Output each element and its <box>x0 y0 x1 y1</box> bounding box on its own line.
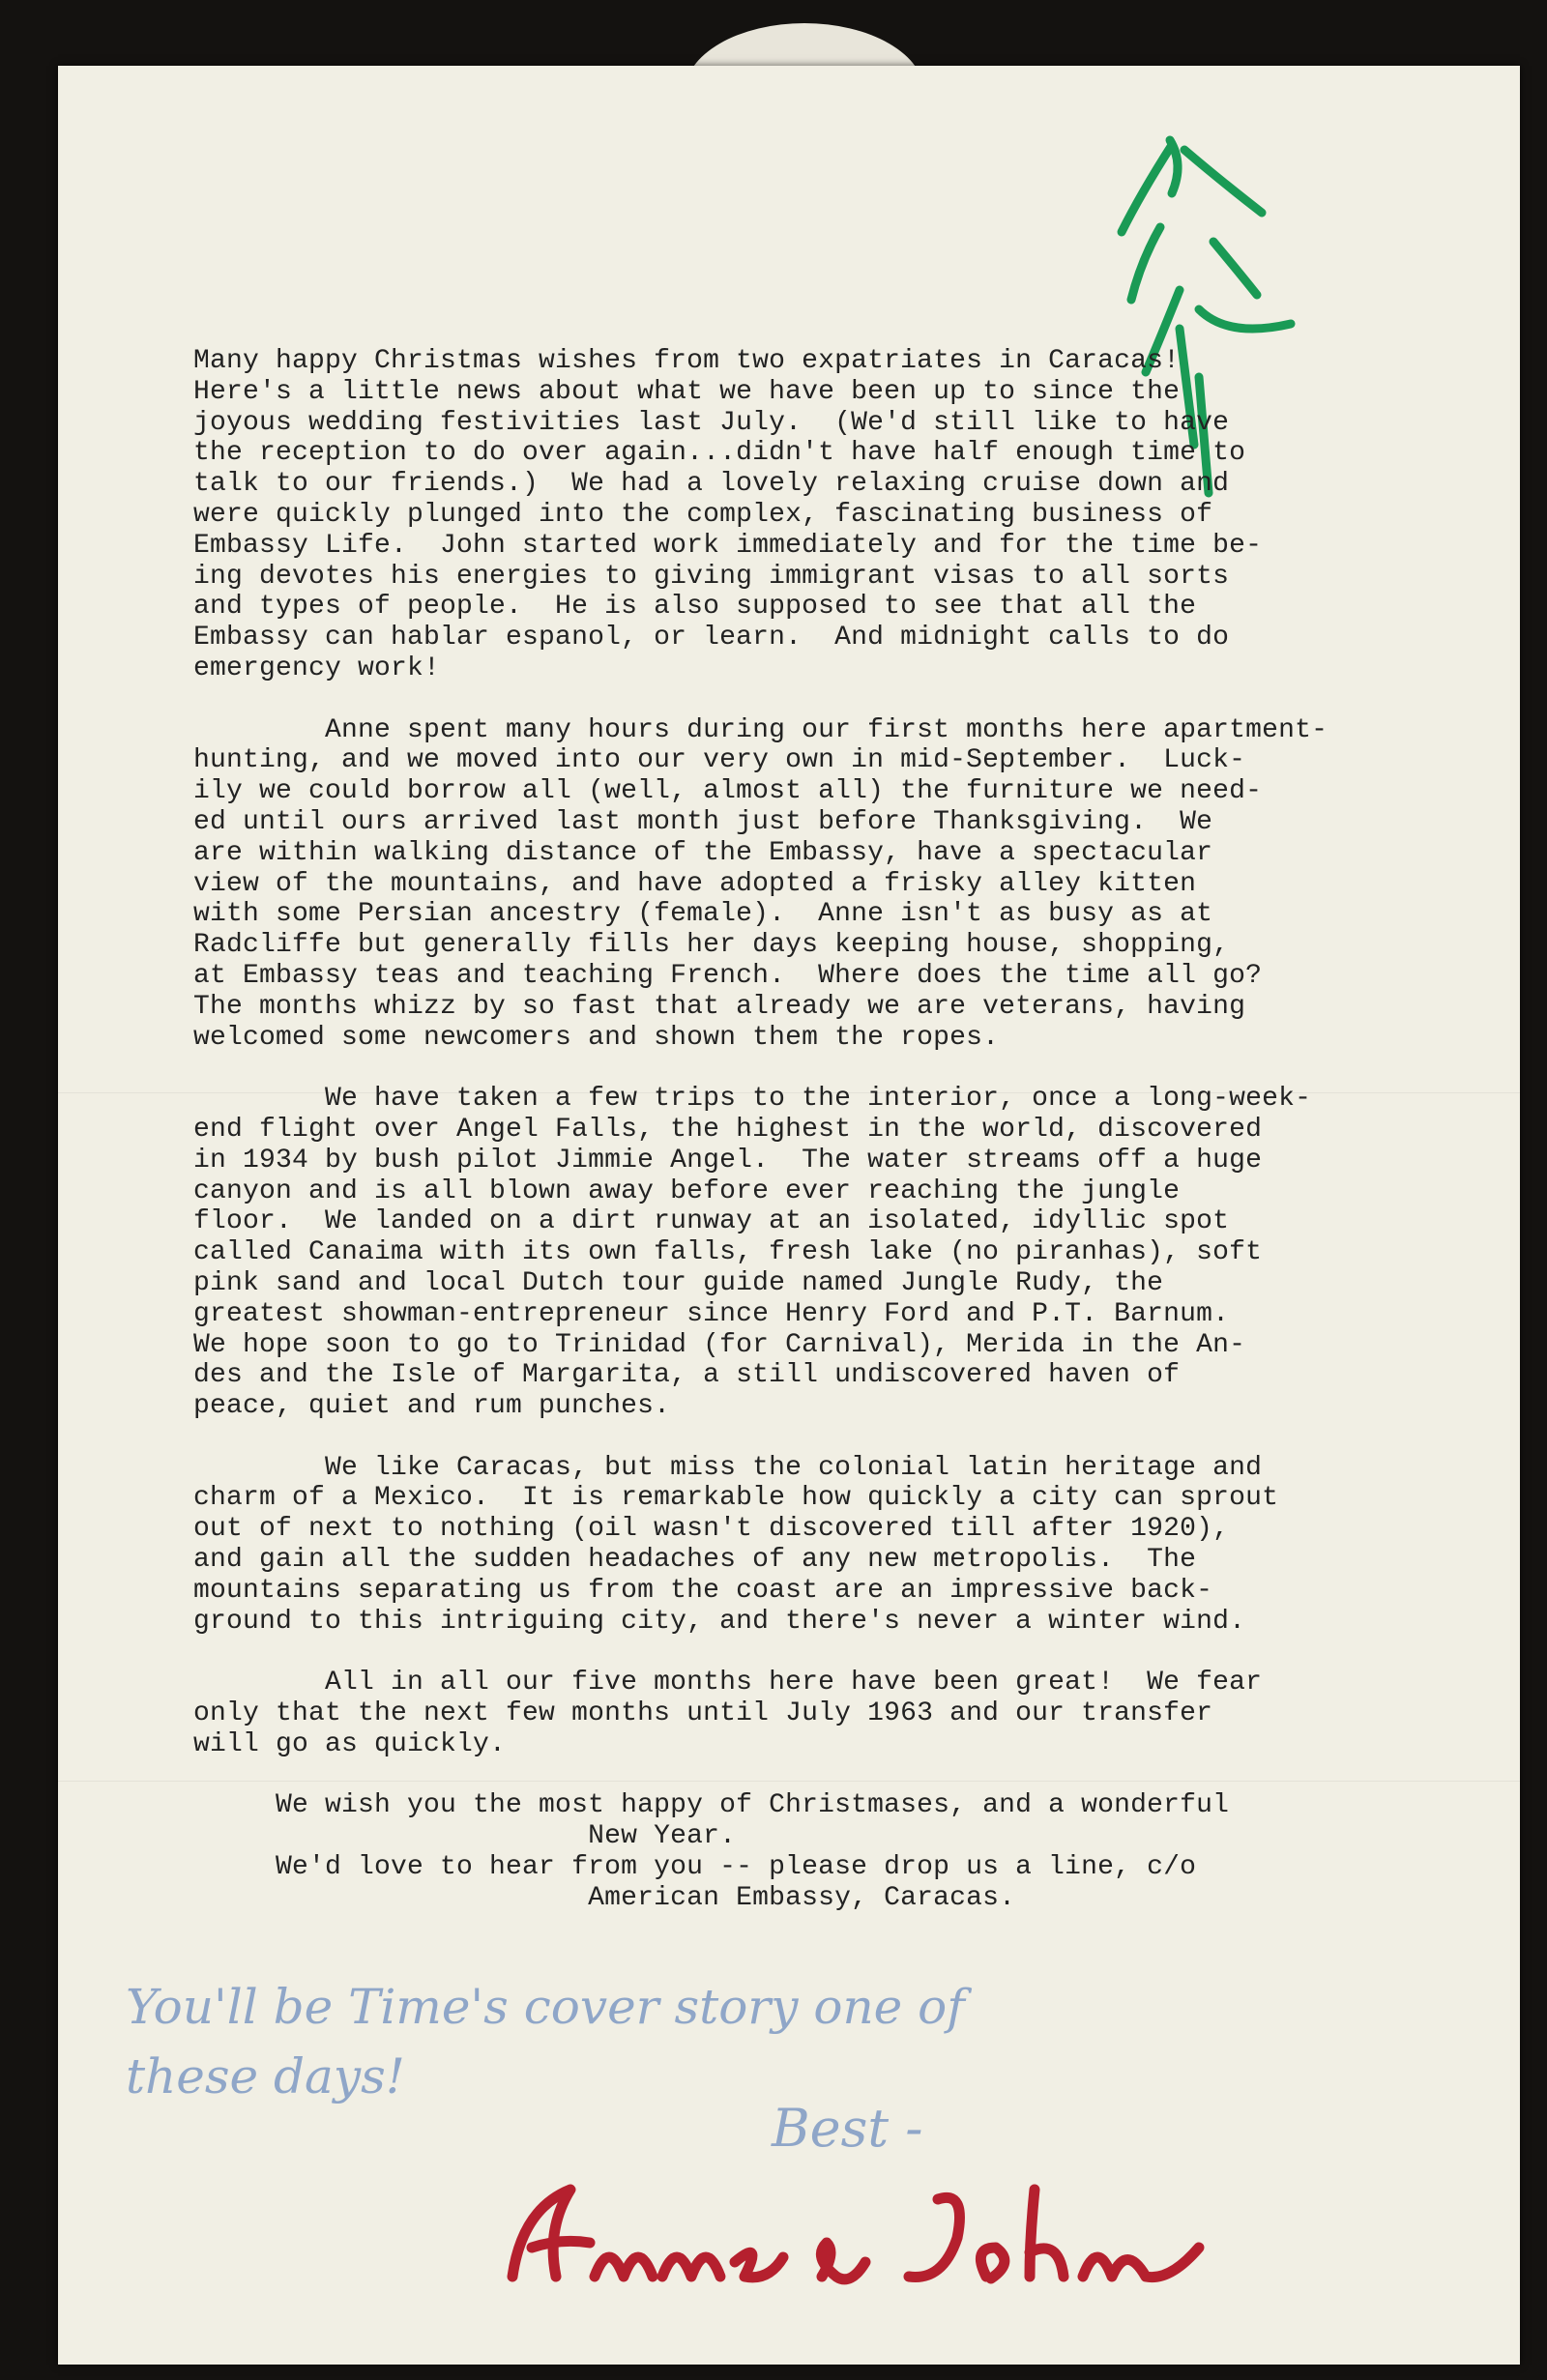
letter-line: We wish you the most happy of Christmases, and a wonderful <box>193 1790 1230 1821</box>
letter-line: greatest showman-entrepreneur since Henry Ford and P.T. Barnum. <box>193 1298 1230 1329</box>
paragraph-gap <box>193 1760 1412 1791</box>
letter-line: joyous wedding festivities last July. (We'd still like to have <box>193 407 1230 438</box>
letter-line: ed until ours arrived last month just before Thanksgiving. We <box>193 806 1213 837</box>
letter-line: were quickly plunged into the complex, fascinating business of <box>193 499 1213 530</box>
signature-stroke <box>512 2190 590 2277</box>
paragraph-gap <box>193 684 1412 715</box>
tree-stroke <box>1122 145 1172 232</box>
signature-stroke <box>662 2257 720 2277</box>
letter-line: Many happy Christmas wishes from two expatriates in Caracas! <box>193 346 1181 376</box>
letter-line: ing devotes his energies to giving immigrant visas to all sorts <box>193 561 1230 592</box>
letter-line: the reception to do over again...didn't have half enough time to <box>193 438 1246 469</box>
typed-letter-body <box>193 346 1412 1914</box>
paragraph-gap <box>193 1053 1412 1084</box>
letter-line: ily we could borrow all (well, almost all) the furniture we need- <box>193 776 1263 807</box>
letter-line: talk to our friends.) We had a lovely relaxing cruise down and <box>193 469 1230 500</box>
signature-stroke <box>595 2257 653 2277</box>
signature-stroke <box>909 2197 960 2277</box>
letter-line: peace, quiet and rum punches. <box>193 1391 671 1422</box>
paragraph-gap <box>193 1422 1412 1453</box>
letter-line: Embassy can hablar espanol, or learn. And midnight calls to do <box>193 623 1230 653</box>
paragraph-gap <box>193 1637 1412 1668</box>
letter-line: mountains separating us from the coast are an impressive back- <box>193 1575 1213 1606</box>
tree-stroke <box>1213 242 1257 295</box>
signature-stroke <box>1083 2248 1199 2278</box>
letter-line: We like Caracas, but miss the colonial latin heritage and <box>193 1452 1263 1483</box>
handwritten-note <box>126 1972 1286 2111</box>
tree-stroke <box>1199 309 1291 329</box>
letter-line: with some Persian ancestry (female). Anne isn't as busy as at <box>193 899 1213 930</box>
letter-line: The months whizz by so fast that already we are veterans, having <box>193 991 1246 1022</box>
letter-line: We hope soon to go to Trinidad (for Carnival), Merida in the An- <box>193 1329 1246 1360</box>
letter-line: called Canaima with its own falls, fresh lake (no piranhas), soft <box>193 1237 1263 1268</box>
letter-line: in 1934 by bush pilot Jimmie Angel. The water streams off a huge <box>193 1145 1263 1175</box>
letter-line: only that the next few months until July 1963 and our transfer <box>193 1698 1213 1729</box>
letter-line: Radcliffe but generally fills her days keeping house, shopping, <box>193 930 1230 961</box>
signature-stroke <box>735 2252 783 2277</box>
tree-stroke <box>1184 150 1262 213</box>
letter-line: welcomed some newcomers and shown them the ropes. <box>193 1022 1000 1053</box>
letter-line: will go as quickly. <box>193 1728 507 1759</box>
letter-line: out of next to nothing (oil wasn't discovered till after 1920), <box>193 1514 1230 1545</box>
letter-line: New Year. <box>193 1821 737 1852</box>
letter-line: floor. We landed on a dirt runway at an isolated, idyllic spot <box>193 1206 1230 1237</box>
letter-line: Anne spent many hours during our first months here apartment- <box>193 714 1328 745</box>
letter-line: We'd love to hear from you -- please drop us a line, c/o <box>193 1852 1197 1883</box>
letter-line: pink sand and local Dutch tour guide named Jungle Rudy, the <box>193 1267 1164 1298</box>
letter-line: hunting, and we moved into our very own in mid-September. Luck- <box>193 745 1246 776</box>
letter-line: view of the mountains, and have adopted a frisky alley kitten <box>193 868 1197 899</box>
letter-line: at Embassy teas and teaching French. Where does the time all go? <box>193 960 1263 991</box>
letter-line: We have taken a few trips to the interior, once a long-week- <box>193 1084 1312 1115</box>
letter-line: and types of people. He is also supposed to see that all the <box>193 592 1197 623</box>
letter-line: are within walking distance of the Embassy, have a spectacular <box>193 837 1213 868</box>
note-line: You'll be Time's cover story one of <box>126 1979 965 2035</box>
letter-line: and gain all the sudden headaches of any new metropolis. The <box>193 1545 1197 1576</box>
letter-line: All in all our five months here have been great! We fear <box>193 1668 1263 1698</box>
letter-line: emergency work! <box>193 653 441 683</box>
letter-line: Embassy Life. John started work immediately and for the time be- <box>193 530 1263 561</box>
note-line: these days! <box>126 2048 405 2104</box>
signature-drawing <box>503 2170 1238 2306</box>
signature-stroke <box>821 2243 865 2279</box>
letter-line: Here's a little news about what we have been up to since the <box>193 376 1181 407</box>
letter-line: des and the Isle of Margarita, a still undiscovered haven of <box>193 1360 1181 1391</box>
handwritten-closing: Best - <box>772 2098 923 2159</box>
letter-line: end flight over Angel Falls, the highest in the world, discovered <box>193 1114 1263 1145</box>
letter-line: charm of a Mexico. It is remarkable how quickly a city can sprout <box>193 1483 1279 1514</box>
letter-line: canyon and is all blown away before ever reaching the jungle <box>193 1175 1181 1206</box>
signature-stroke <box>1030 2190 1064 2277</box>
tree-stroke <box>1131 227 1160 300</box>
letter-line: American Embassy, Caracas. <box>193 1882 1016 1913</box>
letter-line: ground to this intriguing city, and there's never a winter wind. <box>193 1606 1246 1637</box>
signature-stroke <box>980 2248 1005 2278</box>
